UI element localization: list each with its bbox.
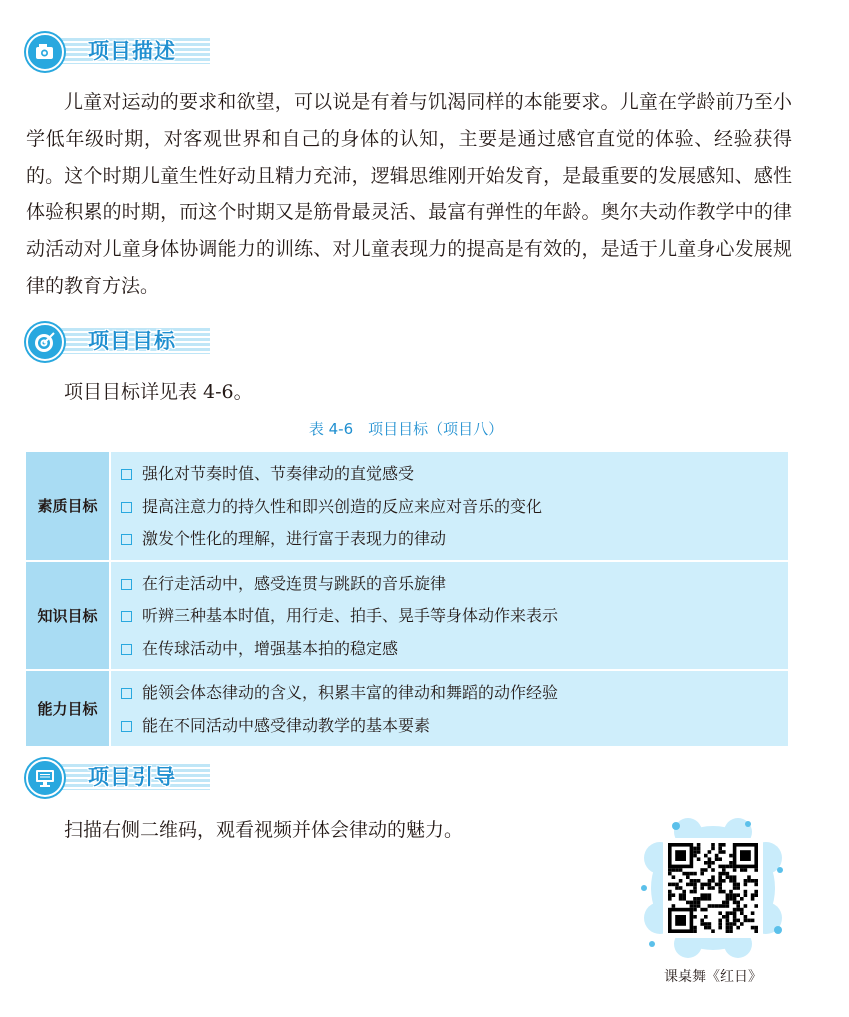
list-item [121, 458, 788, 491]
table-row [26, 670, 788, 746]
category-cell: 能力目标 [26, 670, 110, 746]
goals-table [26, 452, 788, 746]
table-row [26, 452, 788, 561]
target-icon [26, 323, 64, 361]
checkbox-icon [121, 611, 132, 622]
item-text: 能领会体态律动的含义，积累丰富的律动和舞蹈的动作经验 [142, 683, 559, 702]
section-title: 项目描述 [88, 39, 176, 63]
guide-paragraph: 扫描右侧二维码，观看视频并体会律动的魅力。 [64, 819, 464, 841]
table-row [26, 561, 788, 671]
section-header-description [26, 33, 212, 67]
camera-icon [26, 33, 64, 71]
item-text: 提高注意力的持久性和即兴创造的反应来应对音乐的变化 [142, 496, 543, 516]
list-item [121, 633, 788, 666]
item-text: 在传球活动中，增强基本拍的稳定感 [142, 638, 399, 658]
section-header-guide [26, 759, 212, 793]
checkbox-icon [121, 688, 132, 699]
checkbox-icon [121, 579, 132, 590]
item-text: 激发个性化的理解，进行富于表现力的律动 [142, 529, 447, 548]
item-text: 在行走活动中，感受连贯与跳跃的音乐旋律 [142, 573, 447, 593]
goals-intro: 项目目标详见表 4-6。 [64, 381, 253, 403]
description-paragraph: 儿童对运动的要求和欲望，可以说是有着与饥渴同样的本能要求。儿童在学龄前乃至小学低年级时期，对客观世界和自己的身体的认知，主要是通过感官直觉的体验、经验获得的。这个时期儿童生性好动且精力充沛，逻辑思维刚开始发育，是最重要的发展感知、感性体验积累的时期，而这个时期又是筋骨最灵活、最富有弹性的年龄。奥尔夫动作教学中的律动活动对儿童身体协调能力的训练、对儿童表现力的提高是有效的，是适于儿童身心发展规律的教育方法。 [26, 91, 792, 297]
items-cell [110, 561, 788, 671]
list-item [121, 491, 788, 524]
checkbox-icon [121, 502, 132, 513]
checkbox-icon [121, 644, 132, 655]
section-title: 项目目标 [88, 329, 176, 353]
item-text: 听辨三种基本时值，用行走、拍手、晃手等身体动作来表示 [142, 606, 559, 625]
list-item [121, 600, 788, 633]
list-item [121, 710, 788, 743]
item-text: 强化对节奏时值、节奏律动的直觉感受 [142, 464, 415, 483]
list-item [121, 568, 788, 601]
items-cell [110, 670, 788, 746]
checkbox-icon [121, 721, 132, 732]
section-title: 项目引导 [88, 765, 176, 789]
list-item [121, 677, 788, 710]
qr-code[interactable] [638, 818, 788, 958]
section-header-goals [26, 323, 212, 357]
checkbox-icon [121, 469, 132, 480]
monitor-icon [26, 759, 64, 797]
category-cell: 知识目标 [26, 561, 110, 671]
checkbox-icon [121, 534, 132, 545]
item-text: 能在不同活动中感受律动教学的基本要素 [142, 715, 431, 735]
qr-caption: 课桌舞《红日》 [664, 969, 762, 985]
category-cell: 素质目标 [26, 452, 110, 561]
table-caption: 表 4-6 项目目标（项目八） [308, 420, 504, 438]
list-item [121, 523, 788, 556]
items-cell [110, 452, 788, 561]
